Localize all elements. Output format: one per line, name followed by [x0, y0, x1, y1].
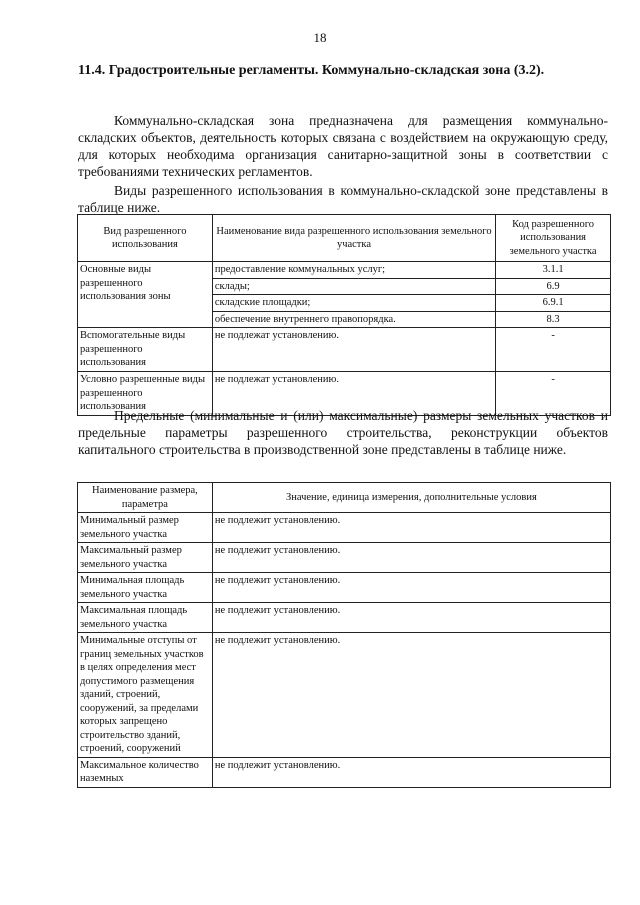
limit-value: не подлежит установлению. — [212, 513, 610, 543]
use-name: предоставление коммунальных услуг; — [212, 262, 495, 279]
permitted-uses-table — [77, 214, 611, 416]
conditional-uses-code: - — [496, 372, 611, 416]
intro-paragraph: Коммунально-складская зона предназначена для размещения коммунально-складских объектов, деятельность которых связана с воздействием на окружающую среду, для которых необходима организация санитарно-защитной зоны в соответствии с требованиями технических регламентов. — [78, 113, 608, 179]
limit-param: Максимальное количество наземных — [78, 757, 213, 787]
section-heading: 11.4. Градостроительные регламенты. Коммунально-складская зона (3.2). — [78, 63, 545, 78]
main-uses-group: Основные виды разрешенного использования зоны — [78, 262, 213, 328]
limit-value: не подлежит установлению. — [212, 603, 610, 633]
limit-param: Минимальный размер земельного участка — [78, 513, 213, 543]
limits-header-param: Наименование размера, параметра — [78, 483, 213, 513]
use-name: складские площадки; — [212, 295, 495, 312]
auxiliary-uses-name: не подлежат установлению. — [212, 328, 495, 372]
page-number: 18 — [313, 30, 327, 45]
limits-table — [77, 482, 611, 788]
auxiliary-uses-code: - — [496, 328, 611, 372]
limits-header-value: Значение, единица измерения, дополнительные условия — [212, 483, 610, 513]
limit-value: не подлежит установлению. — [212, 633, 610, 758]
limit-param: Минимальные отступы от границ земельных участков в целях определения мест допустимого размещения зданий, строений, сооружений, за пределами которых запрещено строительство зданий, строений, сооружений — [78, 633, 213, 758]
use-code: 8.3 — [496, 311, 611, 328]
conditional-uses-name: не подлежат установлению. — [212, 372, 495, 416]
uses-header-code: Код разрешенного использования земельного участка — [496, 215, 611, 262]
limit-value: не подлежит установлению. — [212, 573, 610, 603]
limit-param: Максимальный размер земельного участка — [78, 543, 213, 573]
use-code: 6.9 — [496, 278, 611, 295]
limit-param: Минимальная площадь земельного участка — [78, 573, 213, 603]
use-name: склады; — [212, 278, 495, 295]
uses-header-name: Наименование вида разрешенного использования земельного участка — [212, 215, 495, 262]
use-name: обеспечение внутреннего правопорядка. — [212, 311, 495, 328]
conditional-uses-group: Условно разрешенные виды разрешенного использования — [78, 372, 213, 416]
limit-value: не подлежит установлению. — [212, 543, 610, 573]
auxiliary-uses-group: Вспомогательные виды разрешенного использования — [78, 328, 213, 372]
limits-paragraph: Предельные (минимальные и (или) максимальные) размеры земельных участков и предельные параметры разрешенного строительства, реконструкции объектов капитального строительства в производственной зоне представлены в таблице ниже. — [78, 408, 608, 457]
limit-param: Максимальная площадь земельного участка — [78, 603, 213, 633]
limit-value: не подлежит установлению. — [212, 757, 610, 787]
permitted-uses-intro: Виды разрешенного использования в коммунально-складской зоне представлены в таблице ниже. — [78, 183, 608, 215]
uses-header-type: Вид разрешенного использования — [78, 215, 213, 262]
use-code: 6.9.1 — [496, 295, 611, 312]
use-code: 3.1.1 — [496, 262, 611, 279]
